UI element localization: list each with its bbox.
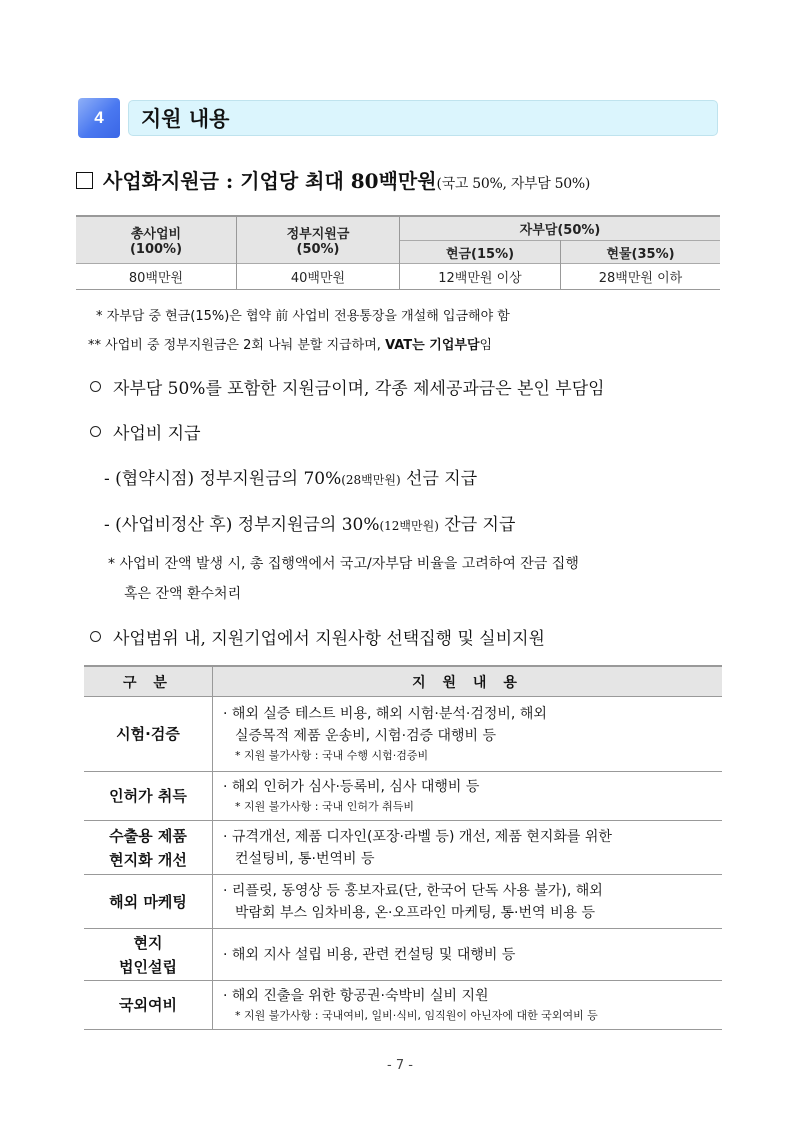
note-vat-suffix: 임 — [479, 338, 493, 353]
paragraph-advance — [104, 464, 477, 489]
table-row — [84, 697, 722, 772]
content-marketing — [213, 875, 723, 929]
paragraph-text-suffix: 잔금 지급 — [438, 515, 516, 535]
note-remainder-2: 혹은 잔액 환수처리 — [124, 586, 242, 602]
paragraph-text: 자부담 50%를 포함한 지원금이며, 각종 제세공과금은 본인 부담임 — [113, 379, 605, 399]
paragraph-amount: (28백만원) — [341, 473, 401, 487]
content-line: · 규격개선, 제품 디자인(포장·라벨 등) 개선, 제품 현지화를 위한 — [223, 828, 612, 845]
content-line: · 리플릿, 동영상 등 홍보자료(단, 한국어 단독 사용 불가), 해외 — [223, 882, 603, 899]
paragraph-self-burden — [90, 374, 605, 399]
table-row — [84, 821, 722, 875]
paragraph-text: 사업범위 내, 지원기업에서 지원사항 선택집행 및 실비지원 — [113, 629, 545, 649]
circle-bullet-icon — [90, 426, 101, 437]
paragraph-text: 사업비 지급 — [113, 424, 201, 444]
content-license — [213, 772, 723, 821]
category-line: 현지화 개선 — [109, 850, 187, 869]
paragraph-amount: (12백만원) — [379, 519, 439, 533]
header-total — [76, 216, 237, 264]
note-cash: * 자부담 중 현금(15%)은 협약 前 사업비 전용통장을 개설해 입금해야 함 — [96, 309, 510, 324]
content-localization — [213, 821, 723, 875]
circle-bullet-icon — [90, 381, 101, 392]
header-category: 구 분 — [84, 666, 213, 697]
header-cash: 현금(15%) — [400, 241, 561, 264]
header-gov — [237, 216, 400, 264]
exclusion-note: * 지원 불가사항 : 국내 수행 시험·검증비 — [235, 749, 429, 762]
content-line: · 해외 인허가 심사·등록비, 심사 대행비 등 — [223, 779, 480, 795]
headline-sub: (국고 50%, 자부담 50%) — [436, 176, 591, 192]
checkbox-square-icon — [76, 172, 93, 189]
header-inkind: 현물(35%) — [561, 241, 721, 264]
note-vat-bold: VAT는 — [385, 338, 430, 353]
note-vat-text: ** 사업비 중 정부지원금은 2회 나눠 분할 지급하며, — [88, 338, 386, 353]
table-row — [84, 929, 722, 981]
note-remainder-1: * 사업비 잔액 발생 시, 총 집행액에서 국고/자부담 비율을 고려하여 잔금 집행 — [108, 556, 579, 572]
note-vat — [88, 334, 492, 353]
content-travel — [213, 981, 723, 1030]
content-local-corp — [213, 929, 723, 981]
paragraph-text: - (사업비정산 후) 정부지원금의 30% — [104, 515, 380, 535]
content-line: · 해외 실증 테스트 비용, 해외 시험·분석·검정비, 해외 — [223, 706, 547, 722]
content-line: 박람회 부스 임차비용, 온·오프라인 마케팅, 통·번역 비용 등 — [235, 904, 596, 921]
header-self: 자부담(50%) — [400, 216, 721, 241]
exclusion-note: * 지원 불가사항 : 국내여비, 일비·식비, 임직원이 아닌자에 대한 국외여비 등 — [235, 1009, 598, 1022]
circle-bullet-icon — [90, 631, 101, 642]
header-gov-label: 정부지원금 — [286, 227, 350, 242]
category-line: 법인설립 — [119, 957, 177, 976]
header-total-label: 총사업비 — [130, 227, 182, 242]
table-row — [76, 264, 720, 290]
support-table — [84, 665, 722, 1030]
section-header — [78, 98, 718, 138]
content-testing — [213, 697, 723, 772]
category-license: 인허가 취득 — [84, 772, 213, 821]
table-row — [84, 772, 722, 821]
page-number: - 7 - — [387, 1058, 413, 1073]
cell-cash: 12백만원 이상 — [400, 264, 561, 290]
content-line: 실증목적 제품 운송비, 시험·검증 대행비 등 — [235, 728, 497, 744]
header-total-pct: (100%) — [129, 242, 183, 257]
content-line: · 해외 진출을 위한 항공권·숙박비 실비 지원 — [223, 988, 489, 1004]
category-local-corp — [84, 929, 213, 981]
exclusion-note: * 지원 불가사항 : 국내 인허가 취득비 — [235, 800, 414, 813]
cell-total: 80백만원 — [76, 264, 237, 290]
headline-main: 사업화지원금 : 기업당 최대 80백만원 — [103, 169, 437, 193]
category-testing: 시험·검증 — [84, 697, 213, 772]
category-line: 현지 — [133, 933, 163, 952]
section-title: 지원 내용 — [141, 107, 230, 131]
note-company-bold: 기업부담 — [429, 338, 480, 353]
table-row — [84, 981, 722, 1030]
paragraph-balance — [104, 510, 515, 535]
category-marketing: 해외 마케팅 — [84, 875, 213, 929]
content-line: 컨설팅비, 통·번역비 등 — [235, 850, 375, 867]
table-row — [84, 875, 722, 929]
cell-inkind: 28백만원 이하 — [561, 264, 721, 290]
paragraph-text: - (협약시점) 정부지원금의 70% — [104, 469, 342, 489]
section-title-box — [128, 100, 718, 136]
section-number-badge: 4 — [78, 98, 120, 138]
header-content: 지 원 내 용 — [213, 666, 723, 697]
budget-table — [76, 215, 720, 290]
category-line: 수출용 제품 — [109, 826, 187, 845]
paragraph-text-suffix: 선금 지급 — [400, 469, 478, 489]
paragraph-payment — [90, 419, 201, 444]
category-travel: 국외여비 — [84, 981, 213, 1030]
paragraph-scope — [90, 624, 545, 649]
cell-gov: 40백만원 — [237, 264, 400, 290]
header-gov-pct: (50%) — [296, 242, 340, 257]
category-localization — [84, 821, 213, 875]
content-line: · 해외 지사 설립 비용, 관련 컨설팅 및 대행비 등 — [223, 946, 516, 963]
headline — [76, 165, 590, 194]
